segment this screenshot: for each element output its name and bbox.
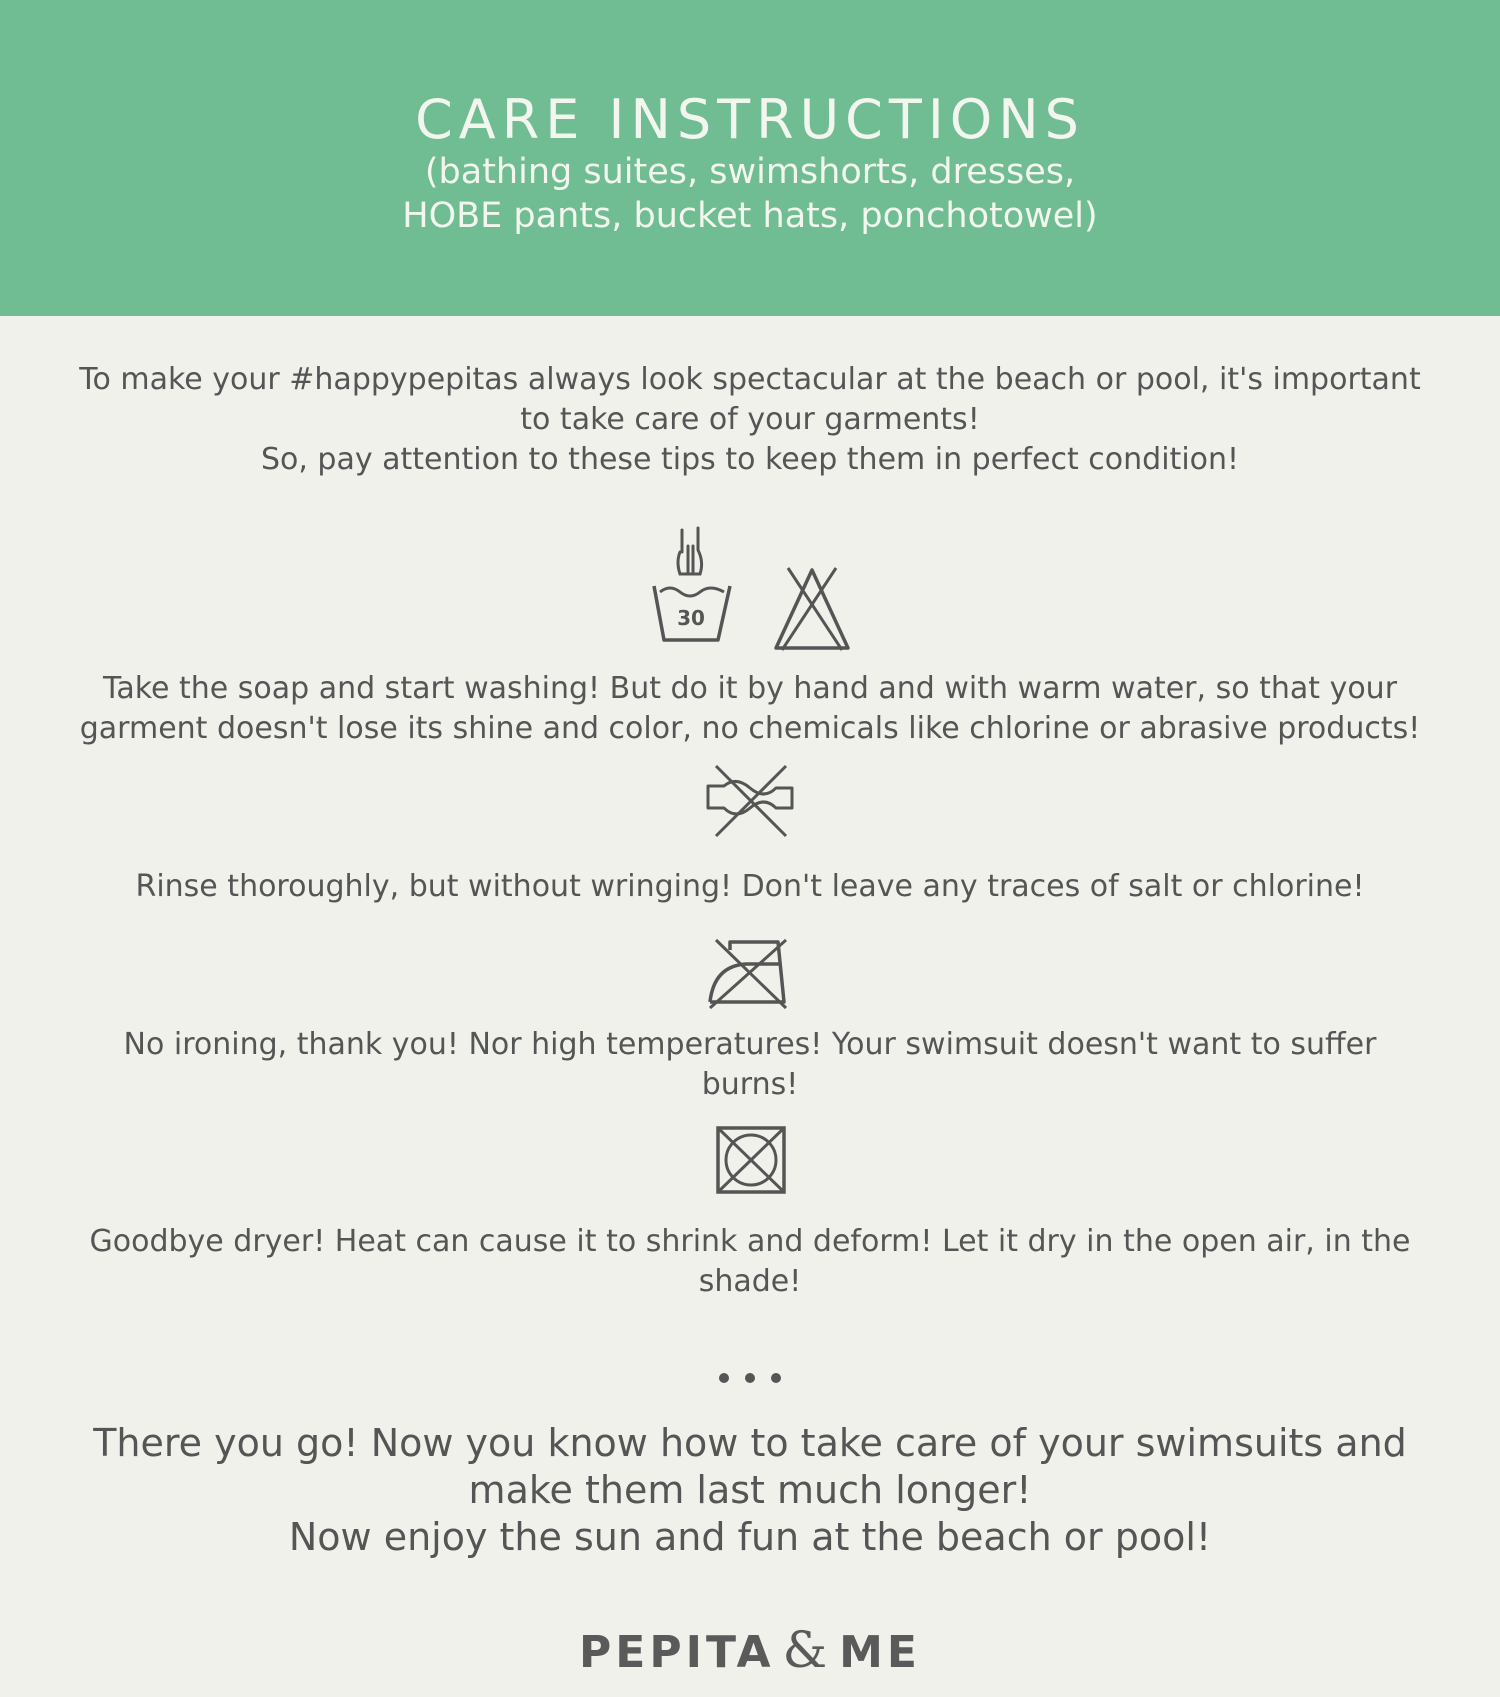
logo-text: PEPITA xyxy=(579,1627,775,1678)
tip-line: Goodbye dryer! Heat can cause it to shrink and deform! Let it dry in the open air, in the xyxy=(89,1224,1411,1259)
tip-rinse xyxy=(40,867,1460,907)
tip-wash xyxy=(40,669,1460,749)
tip-line: garment doesn't lose its shine and color, no chemicals like chlorine or abrasive products! xyxy=(79,711,1421,746)
dot-icon xyxy=(719,1373,729,1383)
dot-icon xyxy=(745,1373,755,1383)
intro-line: To make your #happypepitas always look spectacular at the beach or pool, it's important xyxy=(79,362,1421,397)
no-bleach-icon xyxy=(772,564,852,652)
outro-line: Now enjoy the sun and fun at the beach or pool! xyxy=(288,1515,1212,1559)
tip-iron xyxy=(40,1025,1460,1105)
intro-line: to take care of your garments! xyxy=(520,402,980,437)
do-not-wring-icon xyxy=(706,762,794,838)
subtitle-line: HOBE pants, bucket hats, ponchotowel) xyxy=(402,196,1098,236)
tip-line: Take the soap and start washing! But do it by hand and with warm water, so that your xyxy=(102,671,1398,706)
wash-temperature: 30 xyxy=(677,606,705,630)
do-not-iron-icon xyxy=(706,936,788,1010)
intro-line: So, pay attention to these tips to keep them in perfect condition! xyxy=(260,442,1240,477)
brand-logo xyxy=(0,1620,1500,1683)
subtitle-line: (bathing suites, swimshorts, dresses, xyxy=(424,152,1076,192)
logo-text: ME xyxy=(839,1627,921,1678)
logo-ampersand: & xyxy=(782,1621,832,1679)
header-banner xyxy=(0,0,1500,316)
do-not-tumble-dry-icon xyxy=(714,1124,788,1196)
page-title: CARE INSTRUCTIONS xyxy=(415,88,1085,151)
tip-line: Rinse thoroughly, but without wringing! Don't leave any traces of salt or chlorine! xyxy=(135,869,1365,904)
outro-line: make them last much longer! xyxy=(468,1468,1032,1512)
separator-dots xyxy=(0,1368,1500,1387)
tip-dry xyxy=(40,1222,1460,1302)
tip-line: No ironing, thank you! Nor high temperatures! Your swimsuit doesn't want to suffer xyxy=(123,1027,1377,1062)
outro-text xyxy=(60,1420,1440,1561)
outro-line: There you go! Now you know how to take care of your swimsuits and xyxy=(93,1421,1407,1465)
intro-text xyxy=(40,360,1460,480)
tip-line: shade! xyxy=(698,1264,802,1299)
hand-wash-30-icon xyxy=(650,522,734,644)
dot-icon xyxy=(771,1373,781,1383)
page-subtitle xyxy=(0,150,1500,238)
tip-line: burns! xyxy=(701,1067,799,1102)
